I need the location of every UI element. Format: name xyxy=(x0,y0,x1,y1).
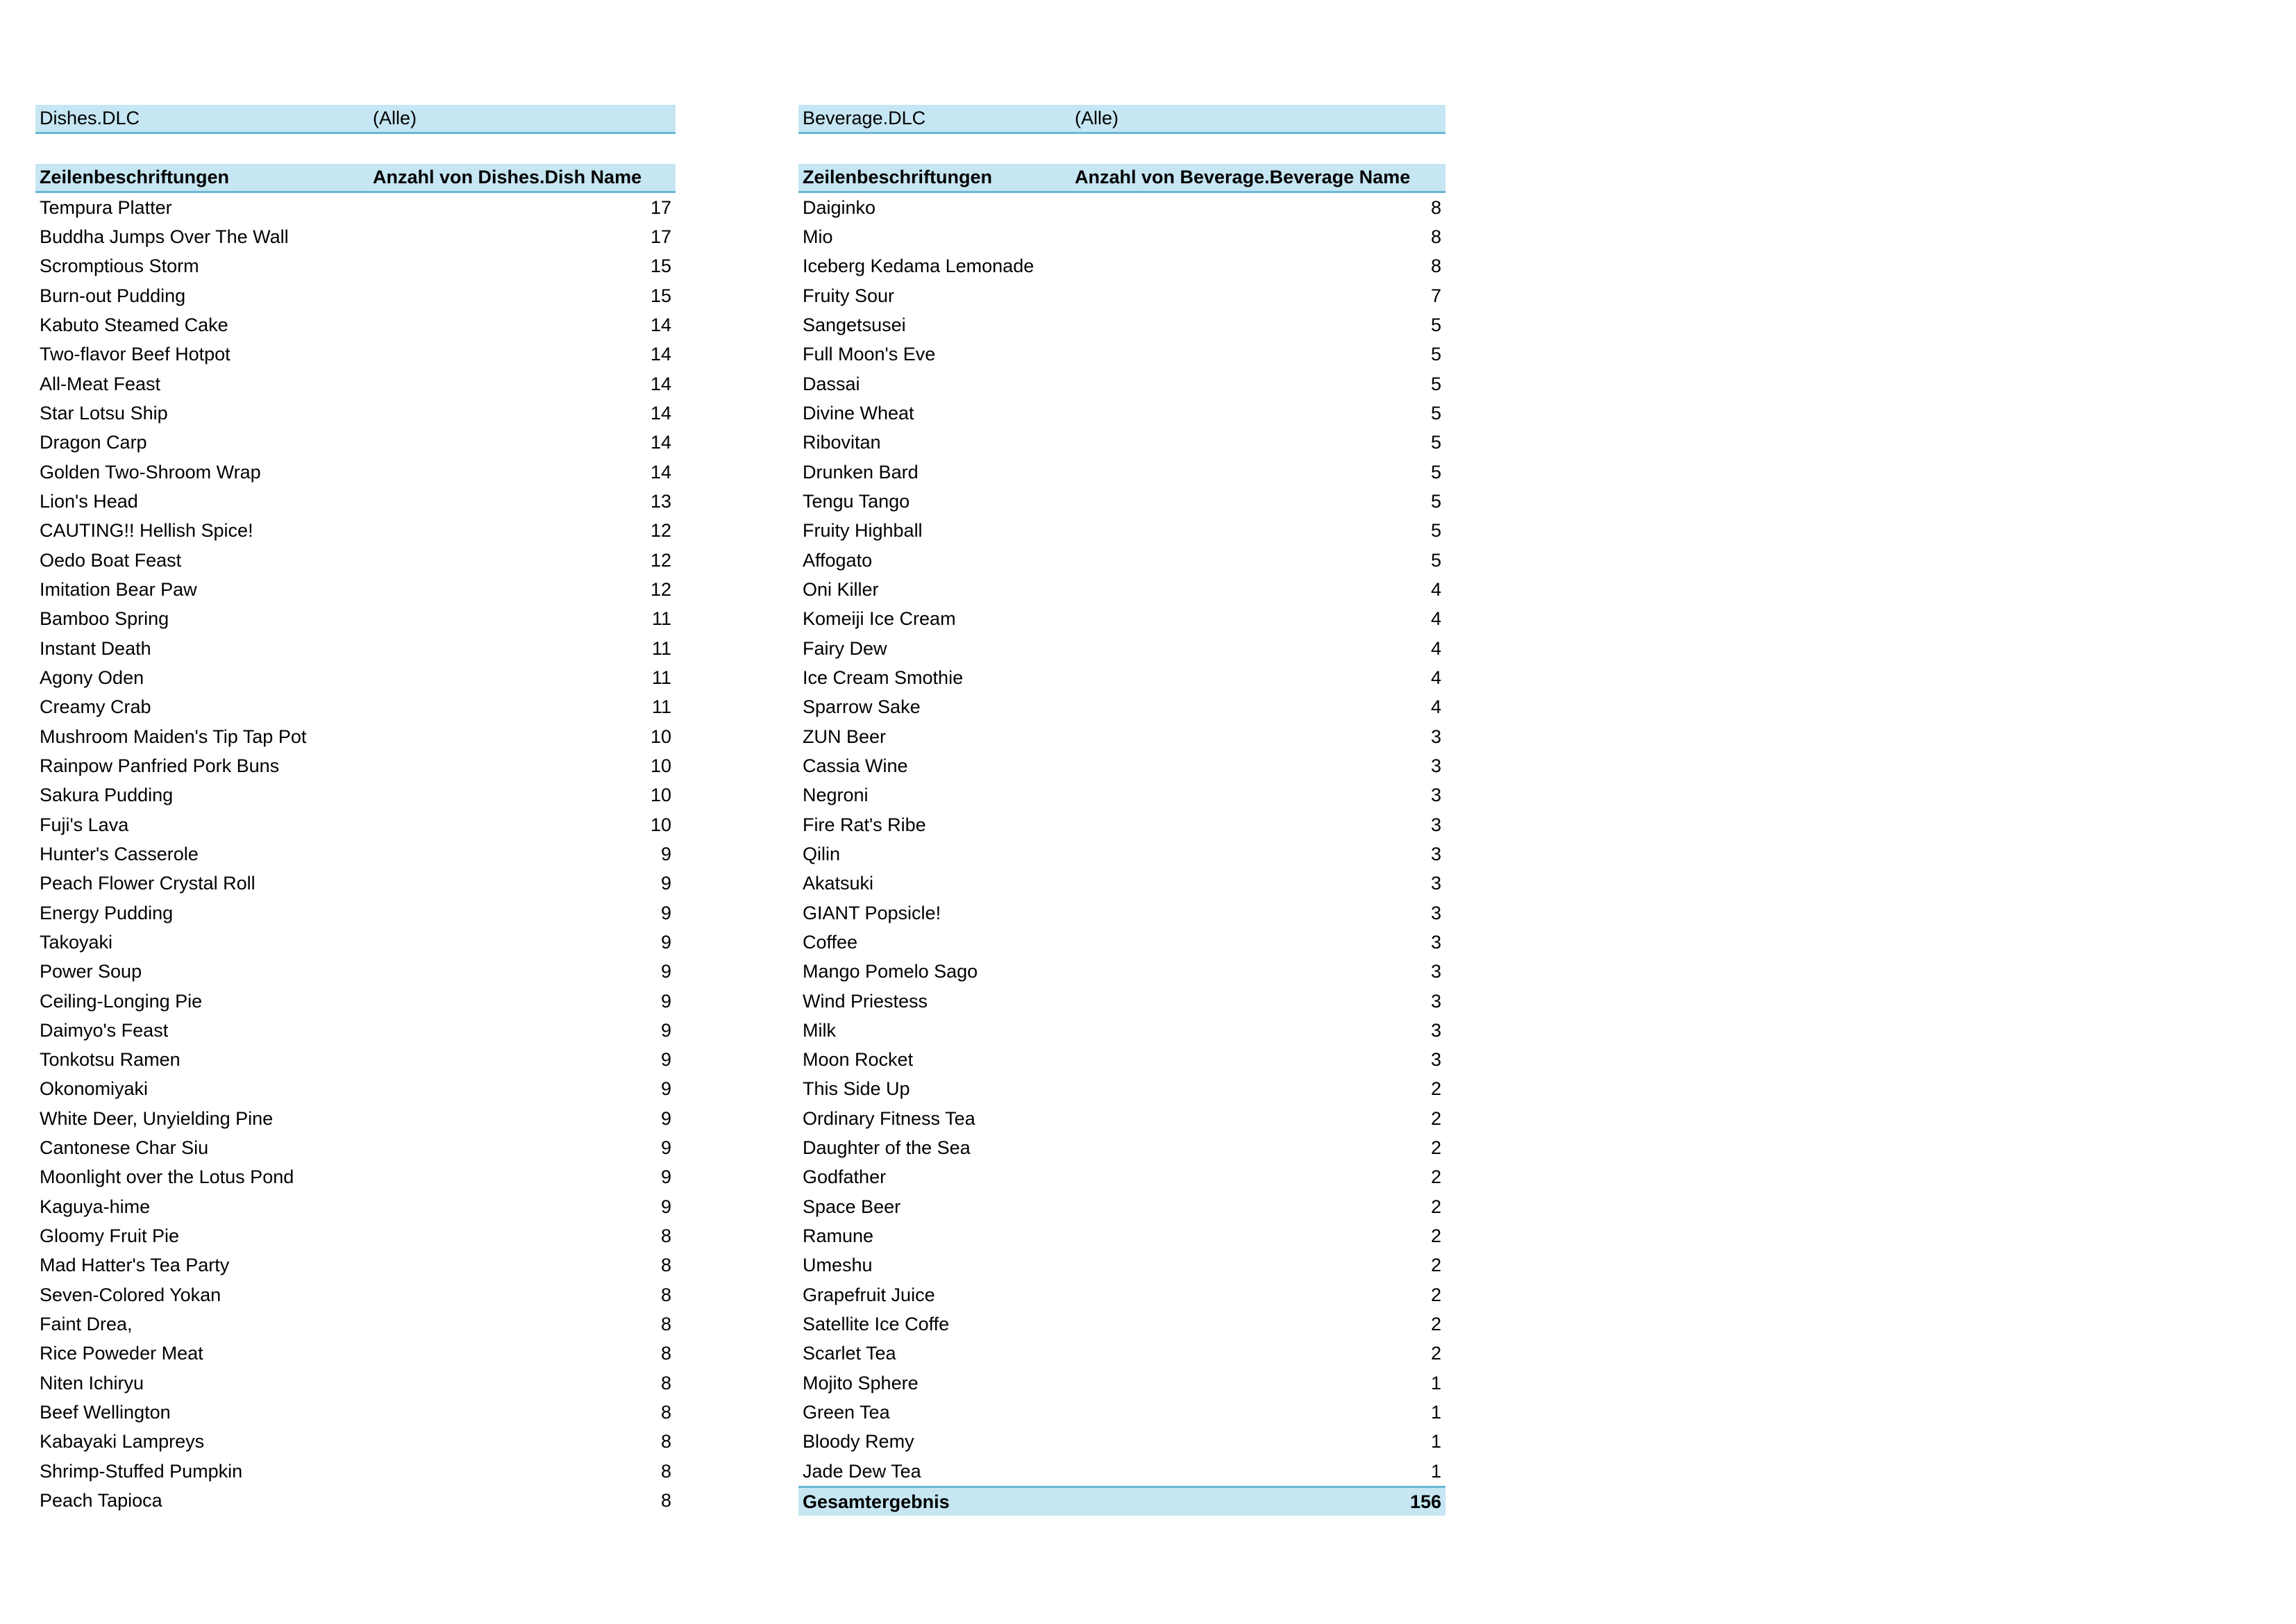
row-label: Fruity Sour xyxy=(803,285,895,306)
row-count: 2 xyxy=(1430,1166,1441,1188)
row-count: 2 xyxy=(1430,1255,1441,1276)
table-row[interactable] xyxy=(35,1075,676,1104)
row-label: Lion's Head xyxy=(40,490,138,512)
row-count: 5 xyxy=(1430,402,1441,424)
table-row[interactable] xyxy=(798,1398,1446,1427)
row-label: Drunken Bard xyxy=(803,461,919,483)
row-label: Hunter's Casserole xyxy=(40,843,199,864)
row-count: 4 xyxy=(1430,608,1441,630)
table-row[interactable] xyxy=(35,1133,676,1162)
table-row[interactable] xyxy=(35,193,676,222)
row-count: 8 xyxy=(1430,226,1441,247)
row-count: 9 xyxy=(660,931,671,953)
row-count: 9 xyxy=(660,1107,671,1129)
table-row[interactable] xyxy=(798,663,1446,692)
row-label: Niten Ichiryu xyxy=(40,1372,144,1393)
table-row[interactable] xyxy=(35,575,676,604)
row-count: 8 xyxy=(660,1490,671,1512)
table-row[interactable] xyxy=(798,1280,1446,1309)
row-label: Kabayaki Lampreys xyxy=(40,1431,205,1453)
beverage-filter-label: Beverage.DLC xyxy=(803,108,926,129)
table-row[interactable] xyxy=(798,839,1446,869)
row-count: 5 xyxy=(1430,520,1441,542)
row-count: 2 xyxy=(1430,1196,1441,1217)
row-count: 5 xyxy=(1430,344,1441,365)
row-label: All-Meat Feast xyxy=(40,373,161,394)
table-row[interactable] xyxy=(798,810,1446,839)
row-label: Rice Poweder Meat xyxy=(40,1343,203,1364)
row-label: Ramune xyxy=(803,1225,874,1247)
table-row[interactable] xyxy=(35,839,676,869)
row-count: 3 xyxy=(1430,1019,1441,1041)
beverage-total-row xyxy=(798,1486,1446,1515)
beverage-col-count: Anzahl von Beverage.Beverage Name xyxy=(1075,166,1411,187)
table-row[interactable] xyxy=(35,340,676,369)
table-row[interactable] xyxy=(35,487,676,516)
table-row[interactable] xyxy=(35,458,676,487)
row-label: Daimyo's Feast xyxy=(40,1019,169,1041)
table-row[interactable] xyxy=(35,1016,676,1045)
row-label: Fire Rat's Ribe xyxy=(803,814,926,835)
table-row[interactable] xyxy=(35,428,676,458)
row-label: Affogato xyxy=(803,549,873,571)
table-row[interactable] xyxy=(35,751,676,780)
dishes-col-row-labels[interactable]: Zeilenbeschriftungen xyxy=(40,166,230,187)
row-label: Milk xyxy=(803,1019,836,1041)
row-label: Jade Dew Tea xyxy=(803,1460,921,1482)
row-label: Scromptious Storm xyxy=(40,256,199,277)
row-label: Agony Oden xyxy=(40,667,144,688)
row-count: 5 xyxy=(1430,432,1441,453)
row-label: Star Lotsu Ship xyxy=(40,402,168,424)
table-row[interactable] xyxy=(35,898,676,928)
row-count: 11 xyxy=(651,667,671,688)
table-row[interactable] xyxy=(35,1339,676,1368)
table-row[interactable] xyxy=(35,957,676,987)
row-label: Fuji's Lava xyxy=(40,814,129,835)
table-row[interactable] xyxy=(798,605,1446,634)
row-label: Okonomiyaki xyxy=(40,1078,149,1100)
row-label: Dassai xyxy=(803,373,860,394)
table-row[interactable] xyxy=(798,517,1446,546)
row-count: 4 xyxy=(1430,578,1441,600)
row-label: Ribovitan xyxy=(803,432,881,453)
row-label: Kaguya-hime xyxy=(40,1196,151,1217)
table-row[interactable] xyxy=(35,310,676,340)
table-row[interactable] xyxy=(35,1046,676,1075)
table-row[interactable] xyxy=(798,1192,1446,1221)
row-count: 2 xyxy=(1430,1225,1441,1247)
row-label: Mad Hatter's Tea Party xyxy=(40,1255,230,1276)
row-count: 7 xyxy=(1430,285,1441,306)
row-count: 9 xyxy=(660,1166,671,1188)
row-count: 12 xyxy=(650,549,671,571)
row-count: 10 xyxy=(650,785,671,806)
table-row[interactable] xyxy=(798,781,1446,810)
row-count: 8 xyxy=(660,1314,671,1335)
row-count: 4 xyxy=(1430,696,1441,718)
row-label: Oni Killer xyxy=(803,578,879,600)
row-count: 11 xyxy=(651,637,671,659)
row-count: 2 xyxy=(1430,1314,1441,1335)
table-row[interactable] xyxy=(35,722,676,751)
row-count: 12 xyxy=(650,578,671,600)
row-count: 5 xyxy=(1430,314,1441,335)
row-label: Mushroom Maiden's Tip Tap Pot xyxy=(40,726,307,747)
row-label: Iceberg Kedama Lemonade xyxy=(803,256,1034,277)
row-count: 1 xyxy=(1430,1402,1441,1423)
row-count: 1 xyxy=(1430,1431,1441,1453)
table-row[interactable] xyxy=(798,898,1446,928)
total-value: 156 xyxy=(1409,1491,1441,1512)
row-label: Negroni xyxy=(803,785,869,806)
row-count: 2 xyxy=(1430,1107,1441,1129)
row-label: Peach Flower Crystal Roll xyxy=(40,873,255,894)
row-count: 9 xyxy=(660,961,671,982)
dishes-header-row xyxy=(35,164,676,193)
row-label: Bloody Remy xyxy=(803,1431,914,1453)
table-row[interactable] xyxy=(798,869,1446,898)
row-count: 14 xyxy=(650,344,671,365)
row-count: 10 xyxy=(650,814,671,835)
row-count: 8 xyxy=(660,1460,671,1482)
table-row[interactable] xyxy=(35,1309,676,1339)
table-row[interactable] xyxy=(798,722,1446,751)
beverage-pivot-table xyxy=(798,105,1446,1516)
beverage-filter-row[interactable] xyxy=(798,105,1446,134)
dishes-pivot-table xyxy=(35,105,676,1516)
table-row[interactable] xyxy=(798,1339,1446,1368)
table-row[interactable] xyxy=(798,1368,1446,1398)
table-row[interactable] xyxy=(798,252,1446,281)
table-row[interactable] xyxy=(35,605,676,634)
row-count: 2 xyxy=(1430,1343,1441,1364)
table-row[interactable] xyxy=(798,634,1446,663)
table-row[interactable] xyxy=(798,1104,1446,1133)
row-label: Faint Drea, xyxy=(40,1314,133,1335)
row-label: Satellite Ice Coffe xyxy=(803,1314,950,1335)
table-row[interactable] xyxy=(798,1221,1446,1250)
row-label: GIANT Popsicle! xyxy=(803,902,941,923)
row-count: 8 xyxy=(660,1431,671,1453)
row-count: 3 xyxy=(1430,1049,1441,1071)
row-label: Wind Priestess xyxy=(803,990,928,1012)
row-label: Godfather xyxy=(803,1166,887,1188)
row-count: 14 xyxy=(650,461,671,483)
beverage-header-row xyxy=(798,164,1446,193)
row-label: Buddha Jumps Over The Wall xyxy=(40,226,289,247)
row-label: Sakura Pudding xyxy=(40,785,174,806)
row-label: Umeshu xyxy=(803,1255,873,1276)
row-label: Full Moon's Eve xyxy=(803,344,936,365)
table-row[interactable] xyxy=(798,193,1446,222)
row-label: Green Tea xyxy=(803,1402,890,1423)
row-label: Burn-out Pudding xyxy=(40,285,186,306)
table-row[interactable] xyxy=(35,1251,676,1280)
beverage-rows xyxy=(798,193,1446,1486)
table-row[interactable] xyxy=(798,458,1446,487)
row-count: 3 xyxy=(1430,843,1441,864)
dishes-filter-row[interactable] xyxy=(35,105,676,134)
table-row[interactable] xyxy=(35,663,676,692)
row-label: Tonkotsu Ramen xyxy=(40,1049,181,1071)
row-count: 8 xyxy=(660,1372,671,1393)
row-count: 9 xyxy=(660,1196,671,1217)
table-row[interactable] xyxy=(35,1398,676,1427)
row-count: 8 xyxy=(660,1225,671,1247)
row-count: 12 xyxy=(650,520,671,542)
row-count: 8 xyxy=(660,1284,671,1305)
row-label: White Deer, Unyielding Pine xyxy=(40,1107,274,1129)
table-row[interactable] xyxy=(35,781,676,810)
row-count: 8 xyxy=(1430,256,1441,277)
row-label: CAUTING!! Hellish Spice! xyxy=(40,520,253,542)
row-count: 9 xyxy=(660,1137,671,1159)
row-count: 9 xyxy=(660,1078,671,1100)
row-label: Takoyaki xyxy=(40,931,113,953)
row-label: Akatsuki xyxy=(803,873,874,894)
table-row[interactable] xyxy=(798,281,1446,310)
row-count: 14 xyxy=(650,314,671,335)
table-row[interactable] xyxy=(798,1251,1446,1280)
table-row[interactable] xyxy=(35,928,676,957)
row-count: 2 xyxy=(1430,1078,1441,1100)
row-count: 1 xyxy=(1430,1460,1441,1482)
table-row[interactable] xyxy=(798,751,1446,780)
table-row[interactable] xyxy=(35,1486,676,1515)
beverage-col-row-labels[interactable]: Zeilenbeschriftungen xyxy=(803,166,993,187)
row-label: Scarlet Tea xyxy=(803,1343,896,1364)
row-label: This Side Up xyxy=(803,1078,910,1100)
spacer xyxy=(35,134,676,163)
row-count: 11 xyxy=(651,608,671,630)
row-label: Kabuto Steamed Cake xyxy=(40,314,228,335)
row-count: 9 xyxy=(660,873,671,894)
row-label: Mio xyxy=(803,226,833,247)
row-count: 13 xyxy=(650,490,671,512)
row-count: 9 xyxy=(660,902,671,923)
row-label: Seven-Colored Yokan xyxy=(40,1284,221,1305)
row-count: 3 xyxy=(1430,902,1441,923)
row-count: 17 xyxy=(650,226,671,247)
row-count: 3 xyxy=(1430,931,1441,953)
table-row[interactable] xyxy=(798,369,1446,399)
table-row[interactable] xyxy=(35,1163,676,1192)
row-count: 4 xyxy=(1430,667,1441,688)
row-count: 5 xyxy=(1430,490,1441,512)
row-label: Cassia Wine xyxy=(803,755,908,776)
row-count: 8 xyxy=(660,1255,671,1276)
table-row[interactable] xyxy=(798,1133,1446,1162)
dishes-col-count: Anzahl von Dishes.Dish Name xyxy=(373,166,642,187)
row-count: 17 xyxy=(650,196,671,218)
row-label: Rainpow Panfried Pork Buns xyxy=(40,755,280,776)
table-row[interactable] xyxy=(35,1368,676,1398)
table-row[interactable] xyxy=(35,1104,676,1133)
row-label: Sparrow Sake xyxy=(803,696,921,718)
row-count: 15 xyxy=(650,256,671,277)
dishes-rows xyxy=(35,193,676,1516)
row-count: 14 xyxy=(650,373,671,394)
row-label: Cantonese Char Siu xyxy=(40,1137,209,1159)
table-row[interactable] xyxy=(798,1309,1446,1339)
row-label: Tengu Tango xyxy=(803,490,910,512)
table-row[interactable] xyxy=(798,310,1446,340)
row-count: 4 xyxy=(1430,637,1441,659)
row-label: Ceiling-Longing Pie xyxy=(40,990,203,1012)
table-row[interactable] xyxy=(35,869,676,898)
row-count: 14 xyxy=(650,402,671,424)
row-label: Daughter of the Sea xyxy=(803,1137,971,1159)
row-count: 3 xyxy=(1430,785,1441,806)
table-row[interactable] xyxy=(798,340,1446,369)
row-count: 3 xyxy=(1430,990,1441,1012)
row-count: 10 xyxy=(650,726,671,747)
table-row[interactable] xyxy=(35,1192,676,1221)
row-label: Komeiji Ice Cream xyxy=(803,608,956,630)
row-count: 14 xyxy=(650,432,671,453)
row-label: Imitation Bear Paw xyxy=(40,578,197,600)
row-count: 2 xyxy=(1430,1284,1441,1305)
table-row[interactable] xyxy=(35,1221,676,1250)
row-count: 8 xyxy=(1430,196,1441,218)
row-label: Grapefruit Juice xyxy=(803,1284,935,1305)
table-row[interactable] xyxy=(798,987,1446,1016)
table-row[interactable] xyxy=(798,1163,1446,1192)
row-count: 2 xyxy=(1430,1137,1441,1159)
row-count: 11 xyxy=(651,696,671,718)
row-label: Moonlight over the Lotus Pond xyxy=(40,1166,294,1188)
row-label: Space Beer xyxy=(803,1196,901,1217)
table-row[interactable] xyxy=(798,399,1446,428)
row-label: Moon Rocket xyxy=(803,1049,914,1071)
row-label: Ice Cream Smothie xyxy=(803,667,964,688)
row-count: 9 xyxy=(660,990,671,1012)
row-count: 9 xyxy=(660,843,671,864)
row-label: Fruity Highball xyxy=(803,520,923,542)
total-label: Gesamtergebnis xyxy=(803,1491,950,1512)
row-count: 9 xyxy=(660,1019,671,1041)
table-row[interactable] xyxy=(798,928,1446,957)
row-count: 3 xyxy=(1430,961,1441,982)
table-row[interactable] xyxy=(35,1280,676,1309)
table-row[interactable] xyxy=(798,1428,1446,1457)
table-row[interactable] xyxy=(35,281,676,310)
row-count: 3 xyxy=(1430,814,1441,835)
row-label: Oedo Boat Feast xyxy=(40,549,182,571)
table-row[interactable] xyxy=(35,369,676,399)
row-count: 1 xyxy=(1430,1372,1441,1393)
row-count: 5 xyxy=(1430,461,1441,483)
table-row[interactable] xyxy=(35,693,676,722)
row-count: 8 xyxy=(660,1402,671,1423)
row-label: Creamy Crab xyxy=(40,696,151,718)
table-row[interactable] xyxy=(35,987,676,1016)
row-count: 9 xyxy=(660,1049,671,1071)
table-row[interactable] xyxy=(35,517,676,546)
table-row[interactable] xyxy=(35,222,676,251)
row-count: 15 xyxy=(650,285,671,306)
table-row[interactable] xyxy=(798,487,1446,516)
table-row[interactable] xyxy=(798,1016,1446,1045)
table-row[interactable] xyxy=(35,399,676,428)
spacer xyxy=(798,134,1446,163)
table-row[interactable] xyxy=(798,957,1446,987)
table-row[interactable] xyxy=(798,428,1446,458)
row-label: Instant Death xyxy=(40,637,151,659)
dishes-filter-label: Dishes.DLC xyxy=(40,108,140,129)
beverage-filter-value[interactable]: (Alle) xyxy=(1075,108,1119,129)
row-count: 5 xyxy=(1430,373,1441,394)
row-label: Power Soup xyxy=(40,961,142,982)
table-row[interactable] xyxy=(798,693,1446,722)
table-row[interactable] xyxy=(798,222,1446,251)
row-label: Divine Wheat xyxy=(803,402,914,424)
row-label: Qilin xyxy=(803,843,841,864)
table-row[interactable] xyxy=(35,546,676,575)
dishes-filter-value[interactable]: (Alle) xyxy=(373,108,417,129)
row-count: 10 xyxy=(650,755,671,776)
row-label: Dragon Carp xyxy=(40,432,147,453)
row-count: 3 xyxy=(1430,726,1441,747)
row-label: Peach Tapioca xyxy=(40,1490,162,1512)
table-row[interactable] xyxy=(35,1457,676,1486)
row-count: 3 xyxy=(1430,755,1441,776)
row-label: Bamboo Spring xyxy=(40,608,169,630)
table-row[interactable] xyxy=(35,810,676,839)
row-label: Sangetsusei xyxy=(803,314,906,335)
row-label: Mojito Sphere xyxy=(803,1372,919,1393)
row-label: Energy Pudding xyxy=(40,902,174,923)
row-label: Ordinary Fitness Tea xyxy=(803,1107,975,1129)
row-count: 5 xyxy=(1430,549,1441,571)
table-row[interactable] xyxy=(35,634,676,663)
table-row[interactable] xyxy=(798,575,1446,604)
row-label: Golden Two-Shroom Wrap xyxy=(40,461,261,483)
row-label: Fairy Dew xyxy=(803,637,887,659)
row-label: Tempura Platter xyxy=(40,196,172,218)
row-count: 8 xyxy=(660,1343,671,1364)
table-row[interactable] xyxy=(798,1046,1446,1075)
row-count: 3 xyxy=(1430,873,1441,894)
table-row[interactable] xyxy=(798,1457,1446,1486)
row-label: Two-flavor Beef Hotpot xyxy=(40,344,231,365)
row-label: Shrimp-Stuffed Pumpkin xyxy=(40,1460,243,1482)
table-row[interactable] xyxy=(35,252,676,281)
table-row[interactable] xyxy=(798,1075,1446,1104)
row-label: ZUN Beer xyxy=(803,726,887,747)
table-row[interactable] xyxy=(35,1428,676,1457)
row-label: Mango Pomelo Sago xyxy=(803,961,978,982)
row-label: Beef Wellington xyxy=(40,1402,171,1423)
row-label: Coffee xyxy=(803,931,858,953)
row-label: Gloomy Fruit Pie xyxy=(40,1225,180,1247)
table-row[interactable] xyxy=(798,546,1446,575)
row-label: Daiginko xyxy=(803,196,876,218)
